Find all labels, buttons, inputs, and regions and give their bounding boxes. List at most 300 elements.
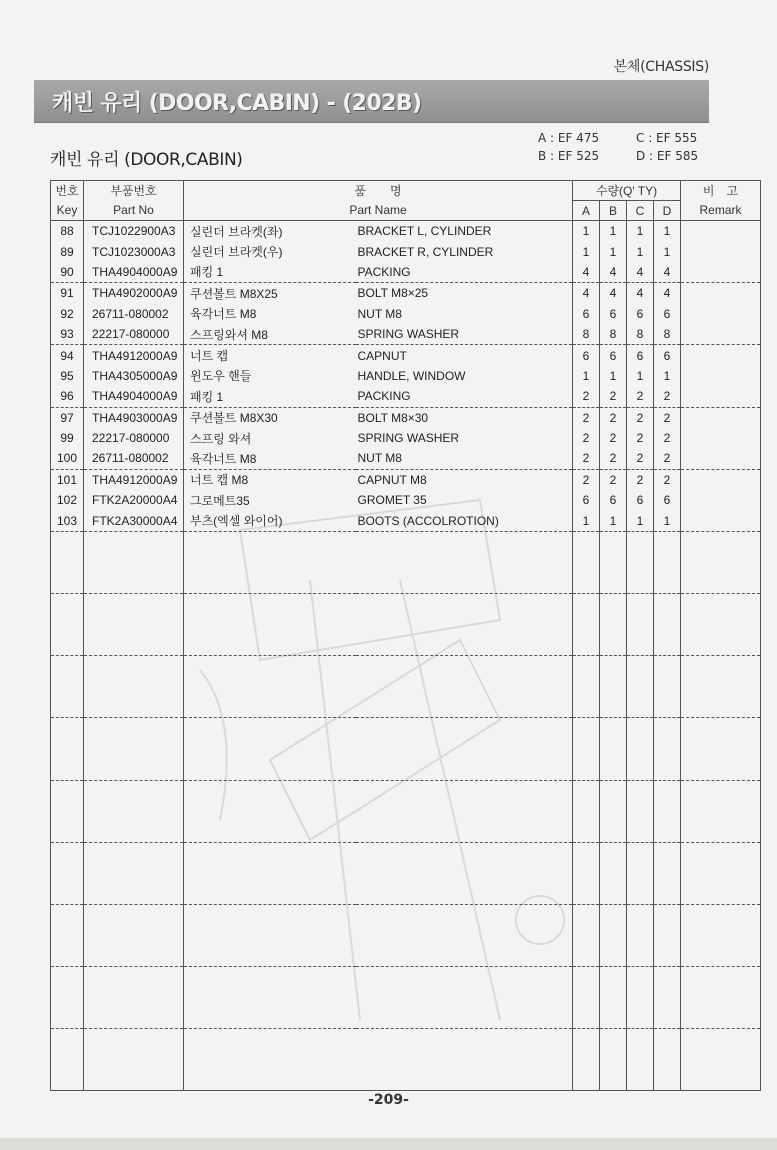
key-cell — [51, 863, 84, 883]
qty-d-cell — [654, 842, 681, 863]
remark-cell — [681, 221, 761, 242]
qty-a-cell: 2 — [573, 448, 600, 469]
remark-cell — [681, 759, 761, 780]
empty-table-row — [51, 801, 761, 821]
english-name-cell — [356, 552, 573, 572]
part-no-cell — [84, 573, 184, 594]
korean-name-cell — [184, 821, 356, 842]
qty-d-cell — [654, 739, 681, 759]
key-cell — [51, 697, 84, 718]
qty-a-cell — [573, 904, 600, 925]
key-cell: 100 — [51, 448, 84, 469]
name-header-en: Part Name — [184, 201, 573, 221]
qty-d-cell — [654, 801, 681, 821]
english-name-cell — [356, 677, 573, 697]
english-name-cell: CAPNUT M8 — [356, 469, 573, 490]
remark-cell — [681, 283, 761, 304]
remark-cell — [681, 386, 761, 407]
english-name-cell — [356, 1029, 573, 1050]
korean-name-cell — [184, 780, 356, 801]
qty-b-cell — [600, 821, 627, 842]
qty-a-cell — [573, 1029, 600, 1050]
qty-c-cell: 2 — [627, 448, 654, 469]
qty-b-cell — [600, 739, 627, 759]
english-name-cell — [356, 967, 573, 988]
qty-d-cell: 2 — [654, 428, 681, 448]
qty-c-header: C — [627, 201, 654, 221]
empty-table-row — [51, 884, 761, 905]
remark-header-kr: 비 고 — [681, 181, 761, 201]
empty-table-row — [51, 1050, 761, 1070]
qty-d-cell — [654, 677, 681, 697]
remark-cell — [681, 510, 761, 531]
table-row — [51, 448, 761, 469]
english-name-cell — [356, 863, 573, 883]
key-cell — [51, 718, 84, 739]
empty-table-row — [51, 594, 761, 615]
remark-cell — [681, 531, 761, 552]
qty-c-cell — [627, 573, 654, 594]
remark-cell — [681, 241, 761, 261]
remark-cell — [681, 863, 761, 883]
qty-b-cell — [600, 677, 627, 697]
remark-cell — [681, 573, 761, 594]
korean-name-cell: 너트 캡 M8 — [190, 473, 249, 488]
qty-a-cell: 1 — [573, 221, 600, 242]
korean-name-cell — [184, 614, 356, 634]
qty-a-cell: 2 — [573, 407, 600, 428]
qty-d-cell — [654, 925, 681, 945]
qty-a-cell — [573, 739, 600, 759]
korean-name-cell — [184, 1029, 356, 1050]
remark-cell — [681, 1070, 761, 1091]
qty-d-cell: 6 — [654, 345, 681, 366]
qty-c-cell — [627, 821, 654, 842]
qty-c-cell: 6 — [627, 304, 654, 324]
remark-cell — [681, 428, 761, 448]
part-no-cell — [84, 552, 184, 572]
qty-d-cell: 8 — [654, 324, 681, 345]
qty-d-cell — [654, 821, 681, 842]
qty-b-cell: 1 — [600, 366, 627, 386]
qty-b-cell: 2 — [600, 428, 627, 448]
remark-cell — [681, 366, 761, 386]
korean-name-cell: 윈도우 핸들 — [190, 369, 252, 384]
qty-c-cell — [627, 531, 654, 552]
qty-d-cell: 2 — [654, 469, 681, 490]
qty-d-cell — [654, 863, 681, 883]
part-no-cell — [84, 801, 184, 821]
qty-b-cell — [600, 801, 627, 821]
qty-a-cell: 2 — [573, 386, 600, 407]
empty-table-row — [51, 925, 761, 945]
english-name-cell: CAPNUT — [356, 345, 573, 366]
remark-cell — [681, 614, 761, 634]
table-row — [51, 428, 761, 448]
qty-b-cell — [600, 1070, 627, 1091]
qty-d-cell — [654, 1008, 681, 1029]
qty-a-cell — [573, 946, 600, 967]
part-no-cell — [84, 863, 184, 883]
qty-a-cell: 2 — [573, 469, 600, 490]
korean-name-cell: 육각너트 M8 — [184, 448, 356, 469]
qty-d-cell — [654, 573, 681, 594]
empty-table-row — [51, 677, 761, 697]
qty-d-cell: 1 — [654, 510, 681, 531]
english-name-cell — [356, 1050, 573, 1070]
qty-a-cell — [573, 967, 600, 988]
empty-table-row — [51, 821, 761, 842]
qty-c-cell: 4 — [627, 262, 654, 283]
qty-b-cell: 6 — [600, 490, 627, 510]
qty-a-cell: 6 — [573, 304, 600, 324]
qty-a-cell — [573, 987, 600, 1007]
part-no-cell — [84, 697, 184, 718]
table-row — [51, 407, 761, 428]
key-cell — [51, 1050, 84, 1070]
table-row — [51, 510, 761, 531]
qty-a-header: A — [573, 201, 600, 221]
qty-d-cell — [654, 635, 681, 656]
key-cell — [51, 594, 84, 615]
qty-d-cell: 1 — [654, 241, 681, 261]
qty-a-cell — [573, 573, 600, 594]
qty-d-cell — [654, 987, 681, 1007]
qty-c-cell: 4 — [627, 283, 654, 304]
qty-d-cell: 1 — [654, 221, 681, 242]
remark-cell — [681, 697, 761, 718]
part-no-cell: FTK2A20000A4 — [84, 490, 184, 510]
qty-c-cell — [627, 925, 654, 945]
key-cell — [51, 967, 84, 988]
part-no-cell — [84, 1070, 184, 1091]
korean-name-cell — [184, 987, 356, 1007]
remark-cell — [681, 324, 761, 345]
page-number: -209- — [368, 1092, 409, 1108]
english-name-cell — [356, 801, 573, 821]
key-cell: 89 — [51, 241, 84, 261]
qty-c-cell: 2 — [627, 428, 654, 448]
korean-name-cell — [184, 677, 356, 697]
qty-c-cell — [627, 884, 654, 905]
english-name-cell: BRACKET R, CYLINDER — [356, 241, 573, 261]
english-name-cell — [356, 573, 573, 594]
part-no-cell: 26711-080002 — [84, 448, 184, 469]
qty-a-cell — [573, 552, 600, 572]
remark-cell — [681, 967, 761, 988]
qty-c-cell — [627, 1008, 654, 1029]
model-legend — [538, 131, 710, 163]
part-no-cell — [84, 780, 184, 801]
qty-d-cell — [654, 531, 681, 552]
key-cell — [51, 884, 84, 905]
key-cell: 96 — [51, 386, 84, 407]
qty-b-cell — [600, 1008, 627, 1029]
qty-d-cell — [654, 594, 681, 615]
key-cell: 97 — [51, 407, 84, 428]
korean-name-cell — [184, 946, 356, 967]
table-row — [51, 490, 761, 510]
qty-b-cell: 2 — [600, 386, 627, 407]
key-cell: 88 — [51, 221, 84, 242]
empty-table-row — [51, 946, 761, 967]
qty-d-cell: 4 — [654, 262, 681, 283]
korean-name-cell: 실린더 브라켓(좌) — [190, 224, 283, 239]
korean-name-cell — [184, 904, 356, 925]
qty-c-cell — [627, 780, 654, 801]
qty-c-cell: 1 — [627, 221, 654, 242]
key-cell — [51, 801, 84, 821]
remark-cell — [681, 801, 761, 821]
part-no-cell — [84, 946, 184, 967]
korean-name-cell — [184, 801, 356, 821]
korean-name-cell — [184, 718, 356, 739]
korean-name-cell: 그로메트35 — [190, 493, 250, 508]
korean-name-cell — [184, 884, 356, 905]
key-cell — [51, 904, 84, 925]
english-name-cell — [356, 635, 573, 656]
english-name-cell: BOOTS (ACCOLROTION) — [356, 510, 573, 531]
remark-cell — [681, 987, 761, 1007]
qty-b-cell: 2 — [600, 448, 627, 469]
key-cell — [51, 925, 84, 945]
qty-d-cell: 6 — [654, 304, 681, 324]
english-name-cell — [356, 1008, 573, 1029]
qty-a-cell — [573, 677, 600, 697]
remark-cell — [681, 490, 761, 510]
part-no-cell — [84, 884, 184, 905]
qty-b-cell — [600, 718, 627, 739]
table-row — [51, 283, 761, 304]
korean-name-cell: 쿠션볼트 M8X25 — [190, 286, 278, 301]
key-cell — [51, 759, 84, 780]
qty-d-cell: 6 — [654, 490, 681, 510]
key-cell: 102 — [51, 490, 84, 510]
name-header-kr: 품 명 — [184, 181, 573, 201]
qty-b-cell — [600, 1050, 627, 1070]
english-name-cell — [356, 842, 573, 863]
part-no-cell — [84, 904, 184, 925]
key-cell: 90 — [51, 262, 84, 283]
qty-c-cell — [627, 614, 654, 634]
qty-d-cell: 2 — [654, 407, 681, 428]
english-name-cell — [356, 718, 573, 739]
qty-b-header: B — [600, 201, 627, 221]
part-no-cell — [84, 656, 184, 677]
korean-name-cell — [184, 552, 356, 572]
part-no-cell — [84, 531, 184, 552]
qty-c-cell — [627, 739, 654, 759]
part-no-cell — [84, 677, 184, 697]
model-c-label: C : EF 555 — [636, 131, 698, 145]
key-cell — [51, 1070, 84, 1091]
key-cell: 95 — [51, 366, 84, 386]
english-name-cell: NUT M8 — [356, 304, 573, 324]
qty-a-cell — [573, 1050, 600, 1070]
key-cell: 103 — [51, 510, 84, 531]
remark-cell — [681, 262, 761, 283]
qty-c-cell: 2 — [627, 469, 654, 490]
table-row — [51, 324, 761, 345]
english-name-cell — [356, 925, 573, 945]
korean-name-cell — [184, 863, 356, 883]
remark-cell — [681, 842, 761, 863]
korean-name-cell: 스프링 와셔 — [190, 431, 252, 446]
qty-b-cell: 8 — [600, 324, 627, 345]
qty-d-cell — [654, 718, 681, 739]
english-name-cell — [356, 1070, 573, 1091]
section-label: 본체(CHASSIS) — [613, 59, 709, 75]
qty-c-cell — [627, 801, 654, 821]
english-name-cell: PACKING — [356, 262, 573, 283]
korean-name-cell — [184, 697, 356, 718]
qty-b-cell — [600, 1029, 627, 1050]
empty-table-row — [51, 614, 761, 634]
part-no-cell: THA4904000A9 — [84, 386, 184, 407]
key-cell — [51, 821, 84, 842]
qty-d-cell — [654, 614, 681, 634]
qty-c-cell — [627, 967, 654, 988]
english-name-cell — [356, 594, 573, 615]
korean-name-cell — [184, 635, 356, 656]
key-cell — [51, 842, 84, 863]
english-name-cell: HANDLE, WINDOW — [356, 366, 573, 386]
empty-table-row — [51, 573, 761, 594]
key-cell: 94 — [51, 345, 84, 366]
korean-name-cell — [184, 573, 356, 594]
qty-b-cell — [600, 842, 627, 863]
english-name-cell — [356, 656, 573, 677]
qty-a-cell — [573, 821, 600, 842]
english-name-cell — [356, 821, 573, 842]
qty-b-cell: 6 — [600, 345, 627, 366]
qty-c-cell — [627, 1050, 654, 1070]
table-row — [51, 304, 761, 324]
part-no-cell: THA4912000A9 — [84, 469, 184, 490]
remark-cell — [681, 739, 761, 759]
qty-a-cell — [573, 925, 600, 945]
qty-b-cell: 1 — [600, 241, 627, 261]
key-cell — [51, 1029, 84, 1050]
english-name-cell — [356, 531, 573, 552]
english-name-cell — [356, 946, 573, 967]
qty-a-cell — [573, 780, 600, 801]
part-no-cell — [84, 1008, 184, 1029]
korean-name-cell: 부츠(엑셀 와이어) — [184, 510, 356, 531]
part-no-cell — [84, 821, 184, 842]
remark-cell — [681, 904, 761, 925]
qty-a-cell — [573, 635, 600, 656]
english-name-cell — [356, 759, 573, 780]
qty-b-cell — [600, 552, 627, 572]
part-no-cell — [84, 1050, 184, 1070]
english-name-cell — [356, 614, 573, 634]
remark-cell — [681, 677, 761, 697]
qty-b-cell — [600, 884, 627, 905]
qty-c-cell: 6 — [627, 345, 654, 366]
qty-c-cell: 6 — [627, 490, 654, 510]
qty-a-cell — [573, 863, 600, 883]
english-name-cell: SPRING WASHER — [356, 324, 573, 345]
remark-cell — [681, 780, 761, 801]
part-no-cell — [84, 842, 184, 863]
key-cell — [51, 677, 84, 697]
remark-cell — [681, 925, 761, 945]
qty-d-cell: 4 — [654, 283, 681, 304]
qty-b-cell — [600, 635, 627, 656]
part-no-cell — [84, 718, 184, 739]
qty-c-cell — [627, 1070, 654, 1091]
qty-a-cell — [573, 884, 600, 905]
korean-name-cell: 너트 캡 — [190, 349, 229, 364]
part-no-cell — [84, 925, 184, 945]
page-title: 캐빈 유리 (DOOR,CABIN) - (202B) — [52, 91, 422, 116]
qty-d-cell: 1 — [654, 366, 681, 386]
qty-d-cell — [654, 1029, 681, 1050]
qty-a-cell — [573, 801, 600, 821]
table-row — [51, 345, 761, 366]
korean-name-cell — [184, 925, 356, 945]
qty-c-cell — [627, 677, 654, 697]
part-no-cell — [84, 739, 184, 759]
qty-a-cell — [573, 614, 600, 634]
qty-a-cell: 1 — [573, 241, 600, 261]
english-name-cell — [356, 987, 573, 1007]
qty-c-cell — [627, 718, 654, 739]
empty-table-row — [51, 718, 761, 739]
qty-d-cell — [654, 967, 681, 988]
english-name-cell — [356, 884, 573, 905]
qty-b-cell — [600, 759, 627, 780]
sub-title: 캐빈 유리 (DOOR,CABIN) — [50, 150, 243, 170]
qty-a-cell: 1 — [573, 510, 600, 531]
qty-b-cell — [600, 925, 627, 945]
qty-a-cell: 4 — [573, 262, 600, 283]
empty-table-row — [51, 531, 761, 552]
qty-d-cell: 2 — [654, 448, 681, 469]
empty-table-row — [51, 1008, 761, 1029]
empty-table-row — [51, 1070, 761, 1091]
qty-b-cell — [600, 863, 627, 883]
korean-name-cell — [184, 759, 356, 780]
qty-b-cell — [600, 987, 627, 1007]
qty-d-cell — [654, 1050, 681, 1070]
qty-b-cell — [600, 573, 627, 594]
english-name-cell — [356, 697, 573, 718]
korean-name-cell — [184, 531, 356, 552]
qty-b-cell: 2 — [600, 407, 627, 428]
part-no-cell: 26711-080002 — [84, 304, 184, 324]
table-row — [51, 386, 761, 407]
qty-b-cell — [600, 780, 627, 801]
korean-name-cell: 패킹 1 — [184, 386, 356, 407]
korean-name-cell: 패킹 1 — [184, 262, 356, 283]
english-name-cell — [356, 739, 573, 759]
qty-d-cell — [654, 552, 681, 572]
empty-table-row — [51, 842, 761, 863]
part-no-cell: THA4903000A9 — [84, 407, 184, 428]
qty-d-cell — [654, 946, 681, 967]
remark-cell — [681, 1029, 761, 1050]
key-cell — [51, 656, 84, 677]
qty-a-cell — [573, 594, 600, 615]
empty-table-row — [51, 967, 761, 988]
qty-d-cell — [654, 697, 681, 718]
english-name-cell — [356, 904, 573, 925]
korean-name-cell — [184, 1070, 356, 1091]
remark-cell — [681, 718, 761, 739]
remark-cell — [681, 821, 761, 842]
